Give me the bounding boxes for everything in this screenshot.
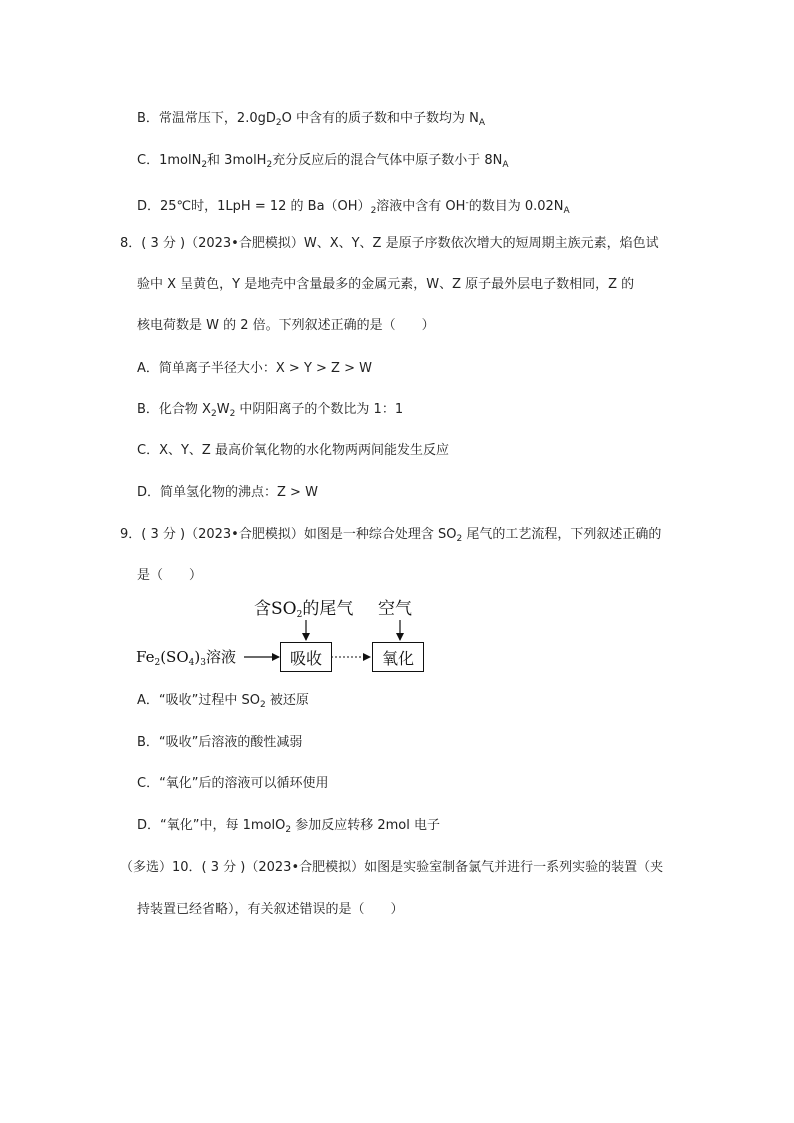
oxidize-box: 氧化 bbox=[372, 642, 424, 672]
q9-option-c: C．“氧化”后的溶液可以循环使用 bbox=[137, 776, 329, 791]
tail-gas-label: 含$SO_2$的尾气 bbox=[254, 599, 354, 620]
q7-option-b: B．常温常压下，$2.0gD_2O$ 中含有的质子数和中子数均为 $N_A$ bbox=[137, 111, 485, 128]
air-label: 空气 bbox=[378, 599, 412, 619]
q8-option-d: D．简单氢化物的沸点：Z > W bbox=[137, 485, 318, 500]
q7-option-c: C．1molN$_2$和 3molH$_2$充分反应后的混合气体中原子数小于 $8N_A$ bbox=[137, 153, 509, 170]
q10-stem-line-2: 持装置已经省略），有关叙述错误的是（ ） bbox=[137, 902, 404, 917]
q9-option-b: B．“吸收”后溶液的酸性减弱 bbox=[137, 735, 303, 750]
q8-option-a: A．简单离子半径大小：X > Y > Z > W bbox=[137, 361, 372, 376]
q8-stem-line-2: 验中 X 呈黄色，Y 是地壳中含量最多的金属元素，W、Z 原子最外层电子数相同，Z 的 bbox=[137, 277, 635, 292]
q9-option-a: A．“吸收”过程中 $SO_2$ 被还原 bbox=[137, 693, 309, 710]
q8-option-c: C．X、Y、Z 最高价氧化物的水化物两两间能发生反应 bbox=[137, 443, 449, 458]
q9-option-d: D．“氧化”中，每 1molO$_2$ 参加反应转移 2mol 电子 bbox=[137, 818, 440, 835]
q7-option-d: D．25℃时，1LpH = 12 的 $Ba(OH)_2$溶液中含有 OH-的数目为 $0.02N_A$ bbox=[137, 198, 570, 216]
q10-stem-line-1: （多选）10．( 3 分 )（2023•合肥模拟）如图是实验室制备氯气并进行一系列实验的装置（夹 bbox=[120, 860, 664, 875]
q8-stem-line-1: 8．( 3 分 )（2023•合肥模拟）W、X、Y、Z 是原子序数依次增大的短周期主族元素，焰色试 bbox=[120, 236, 659, 251]
absorb-box: 吸收 bbox=[280, 642, 332, 672]
q8-stem-line-3: 核电荷数是 W 的 2 倍。下列叙述正确的是（ ） bbox=[137, 318, 435, 333]
q8-option-b: B．化合物 $X_2W_2$ 中阴阳离子的个数比为 1：1 bbox=[137, 402, 404, 419]
q9-stem-line-1: 9．( 3 分 )（2023•合肥模拟）如图是一种综合处理含 $SO_2$ 尾气的工艺流程，下列叙述正确的 bbox=[120, 527, 662, 544]
process-flow-diagram bbox=[130, 598, 450, 678]
q9-stem-line-2: 是（ ） bbox=[137, 568, 203, 583]
solution-label: $Fe_2(SO_4)_3$溶液 bbox=[136, 648, 236, 668]
